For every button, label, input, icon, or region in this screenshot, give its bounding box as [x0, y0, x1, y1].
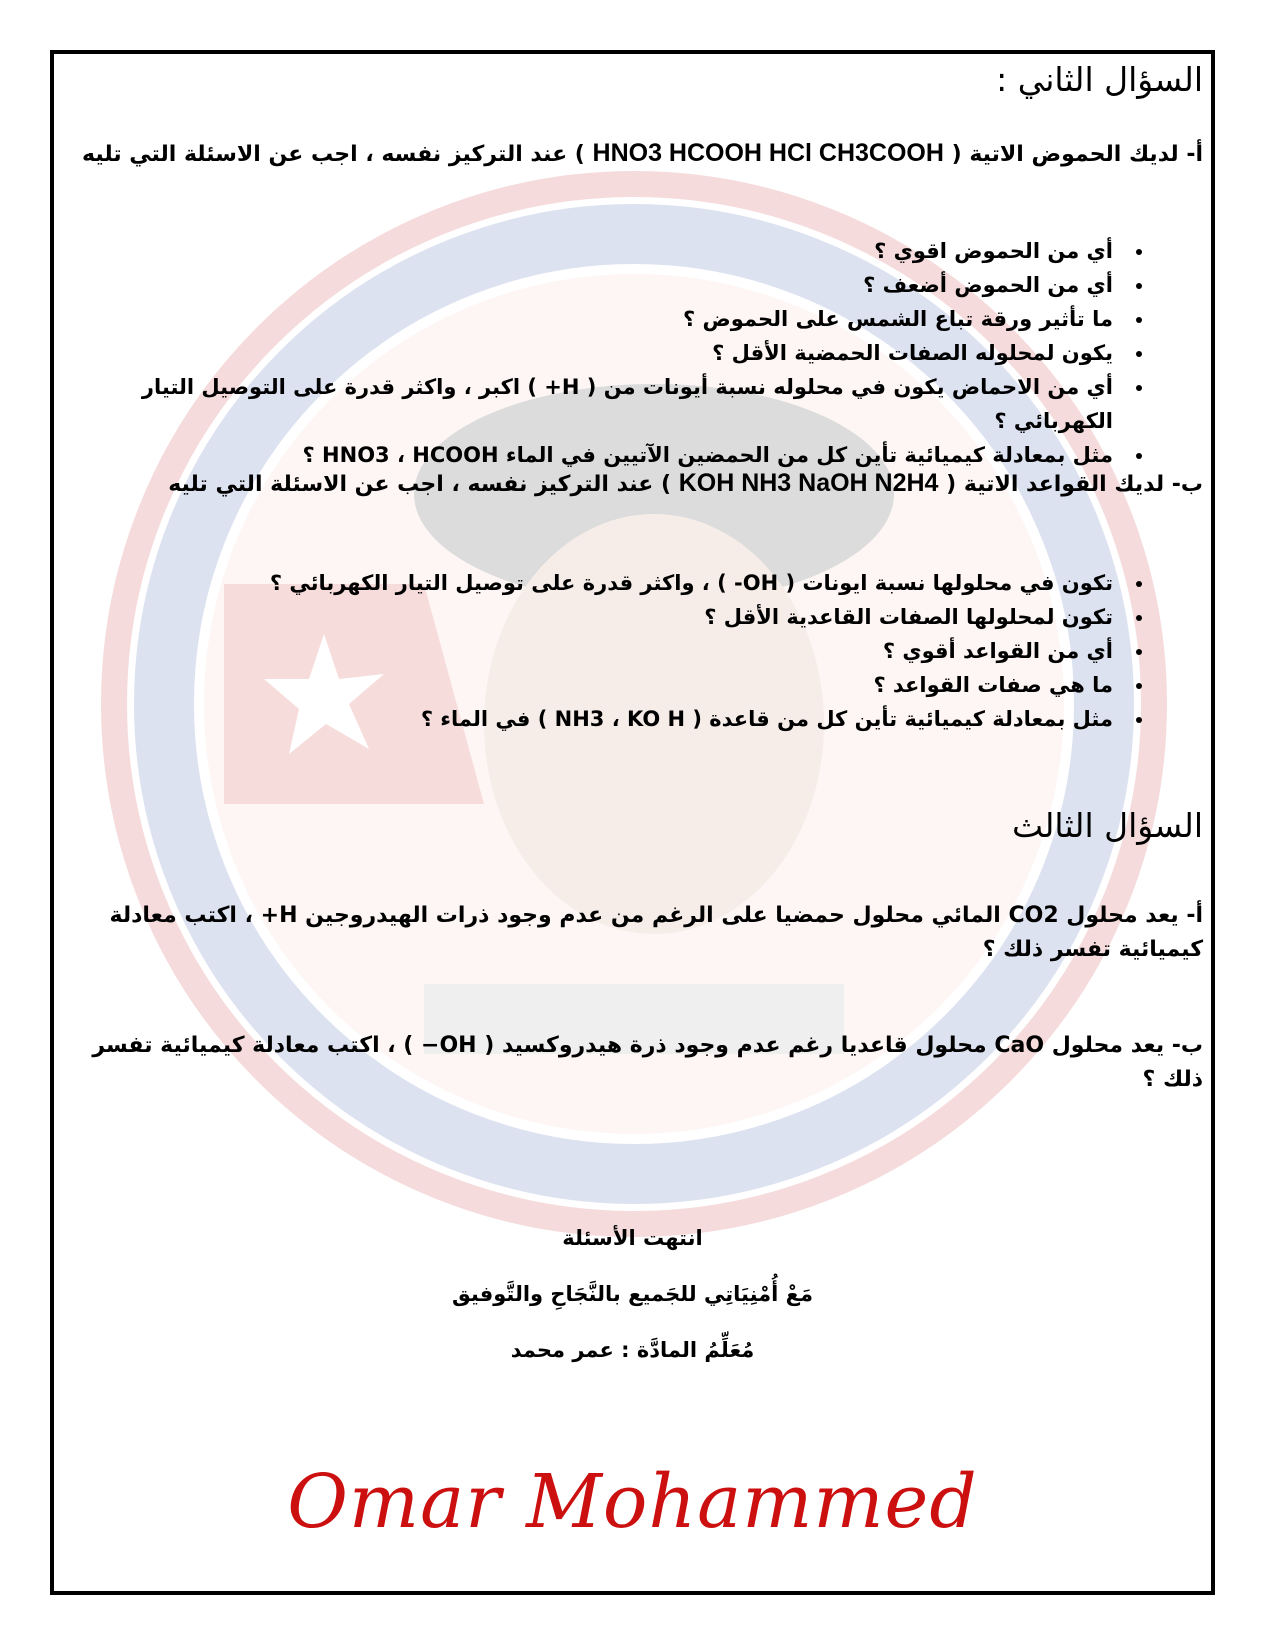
list-item: • يكون لمحلوله الصفات الحمضية الأقل ؟ — [54, 336, 1123, 370]
list-item: • تكون في محلولها نسبة ايونات ( OH- ) ، واكثر قدرة على توصيل التيار الكهربائي ؟ — [270, 566, 1123, 600]
question-3b-text: ب- يعد محلول CaO محلول قاعديا رغم عدم وجود ذرة هيدروكسيد ( OH− ) ، اكتب معادلة كيميائية تفسر ذلك ؟ — [92, 1033, 1203, 1092]
list-item: • ما تأثير ورقة تباع الشمس على الحموض ؟ — [54, 302, 1123, 336]
q2b-base-formulas: KOH NH3 NaOH N2H4 — [678, 469, 939, 497]
question-3a-text: أ- يعد محلول CO2 المائي محلول حمضيا على الرغم من عدم وجود ذرات الهيدروجين H+ ، اكتب معادلة كيميائية تفسر ذلك ؟ — [109, 903, 1203, 962]
list-item: • ما هي صفات القواعد ؟ — [270, 668, 1123, 702]
question-2b-list — [270, 566, 1151, 736]
q2a-suffix: ) عند التركيز نفسه ، اجب عن الاسئلة التي تليه — [82, 142, 585, 167]
teacher-name: مُعَلِّمُ المادَّة : عمر محمد — [510, 1338, 755, 1362]
list-item: • مثل بمعادلة كيميائية تأين كل من الحمضين الآتيين في الماء HNO3 ، HCOOH ؟ — [54, 438, 1123, 472]
list-item: • أي من الحموض اقوي ؟ — [54, 234, 1123, 268]
list-item: • مثل بمعادلة كيميائية تأين كل من قاعدة ( NH3 ، KO H ) في الماء ؟ — [270, 702, 1123, 736]
q2b-prefix: ب- لديك القواعد الاتية ( — [946, 472, 1203, 497]
page-border — [50, 50, 1215, 1595]
question-2-title: السؤال الثاني : — [996, 60, 1203, 99]
q2a-acid-formulas: HNO3 HCOOH HCl CH3COOH — [592, 139, 944, 167]
question-2a-text — [72, 136, 1203, 172]
list-item: • أي من الاحماض يكون في محلوله نسبة أيونات من ( H+ ) اكبر ، واكثر قدرة على التوصيل التيار الكهربائي ؟ — [54, 370, 1123, 438]
list-item: • تكون لمحلولها الصفات القاعدية الأقل ؟ — [270, 600, 1123, 634]
list-item: • أي من القواعد أقوي ؟ — [270, 634, 1123, 668]
q2a-prefix: أ- لديك الحموض الاتية ( — [951, 142, 1203, 167]
signature: Omar Mohammed — [287, 1459, 978, 1545]
exam-content — [54, 54, 1211, 1591]
closing-wishes: مَعْ أُمْنِيَاتِي للجَميع بالنَّجَاحِ والتَّوفيق — [451, 1282, 814, 1306]
question-2b-text — [72, 466, 1203, 502]
question-2a-list — [54, 234, 1151, 472]
question-3-title: السؤال الثالث — [1011, 806, 1203, 845]
list-item: • أي من الحموض أضعف ؟ — [54, 268, 1123, 302]
end-of-questions: انتهت الأسئلة — [562, 1226, 703, 1250]
q2b-suffix: ) عند التركيز نفسه ، اجب عن الاسئلة التي تليه — [168, 472, 672, 497]
